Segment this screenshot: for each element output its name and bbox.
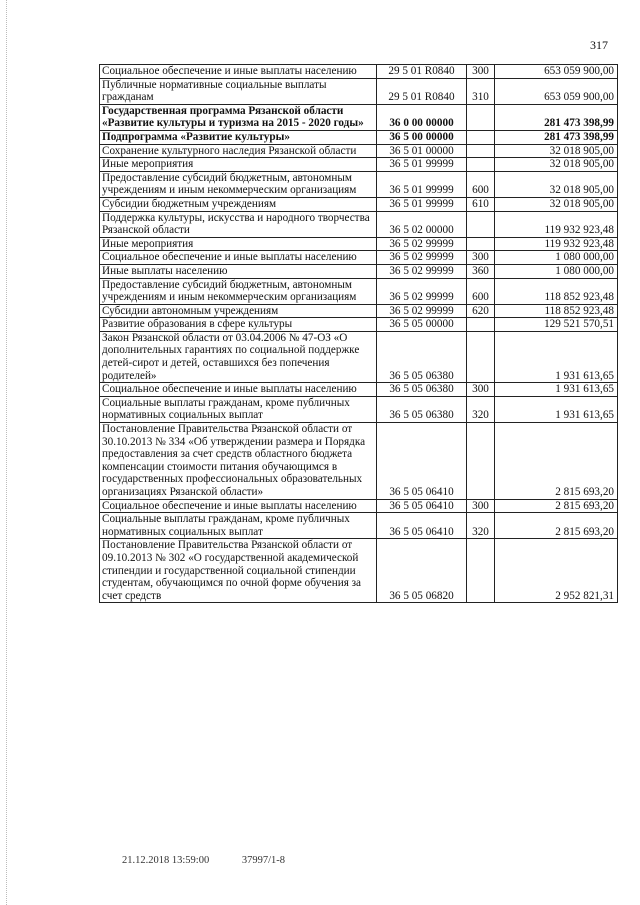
table-row: [100, 197, 618, 211]
row-code-cell: 36 5 02 99999: [377, 251, 467, 265]
row-name-cell: Субсидии бюджетным учреждениям: [100, 197, 377, 211]
row-code-cell: 36 5 05 06820: [377, 539, 467, 603]
row-name-cell: Поддержка культуры, искусства и народного творчества Рязанской области: [100, 211, 377, 237]
row-code-cell: 36 5 05 06380: [377, 383, 467, 397]
row-code-cell: 36 5 01 99999: [377, 171, 467, 197]
row-name-cell: Постановление Правительства Рязанской области от 30.10.2013 № 334 «Об утверждении размера и Порядка предоставления за счет средств областного бюджета компенсации стоимости питания обучающимся в государственных профессиональных образовательных организациях Рязанской области»: [100, 423, 377, 500]
row-name-cell: Развитие образования в сфере культуры: [100, 318, 377, 332]
table-row: [100, 104, 618, 130]
row-sum-cell: 118 852 923,48: [495, 278, 618, 304]
footer-timestamp: 21.12.2018 13:59:00: [122, 855, 210, 866]
row-sum-cell: 118 852 923,48: [495, 304, 618, 318]
footer-doc-id: 37997/1-8: [241, 855, 286, 866]
row-code-cell: 36 5 05 06410: [377, 513, 467, 539]
table-row: [100, 130, 618, 144]
row-sum-cell: 32 018 905,00: [495, 158, 618, 172]
row-code-cell: 36 5 05 06410: [377, 499, 467, 513]
row-name-cell: Публичные нормативные социальные выплаты гражданам: [100, 78, 377, 104]
row-sum-cell: 1 931 613,65: [495, 396, 618, 422]
row-code-cell: 36 5 05 06380: [377, 396, 467, 422]
row-name-cell: Социальное обеспечение и иные выплаты населению: [100, 65, 377, 79]
table-row: [100, 539, 618, 603]
row-sum-cell: 1 931 613,65: [495, 383, 618, 397]
row-type-cell: [467, 130, 495, 144]
row-name-cell: Социальное обеспечение и иные выплаты населению: [100, 251, 377, 265]
table-row: [100, 171, 618, 197]
row-sum-cell: 2 815 693,20: [495, 513, 618, 539]
row-code-cell: 36 5 05 06380: [377, 331, 467, 382]
row-type-cell: [467, 104, 495, 130]
row-name-cell: Социальное обеспечение и иные выплаты населению: [100, 383, 377, 397]
row-sum-cell: 281 473 398,99: [495, 130, 618, 144]
row-sum-cell: 2 952 821,31: [495, 539, 618, 603]
row-type-cell: 310: [467, 78, 495, 104]
table-row: [100, 331, 618, 382]
row-code-cell: 36 5 05 06410: [377, 423, 467, 500]
row-sum-cell: 119 932 923,48: [495, 237, 618, 251]
row-type-cell: [467, 144, 495, 158]
row-name-cell: Иные выплаты населению: [100, 264, 377, 278]
row-type-cell: 360: [467, 264, 495, 278]
row-name-cell: Государственная программа Рязанской области «Развитие культуры и туризма на 2015 - 2020 годы»: [100, 104, 377, 130]
row-code-cell: 36 5 02 00000: [377, 211, 467, 237]
row-name-cell: Иные мероприятия: [100, 237, 377, 251]
row-code-cell: 36 5 01 99999: [377, 197, 467, 211]
table-row: [100, 211, 618, 237]
row-name-cell: Предоставление субсидий бюджетным, автономным учреждениям и иным некоммерческим организациям: [100, 171, 377, 197]
table-row: [100, 65, 618, 79]
row-code-cell: 36 0 00 00000: [377, 104, 467, 130]
row-name-cell: Закон Рязанской области от 03.04.2006 № 47-ОЗ «О дополнительных гарантиях по социальной поддержке детей-сирот и детей, оставшихся без попечения родителей»: [100, 331, 377, 382]
row-sum-cell: 653 059 900,00: [495, 78, 618, 104]
row-code-cell: 29 5 01 R0840: [377, 65, 467, 79]
row-sum-cell: 2 815 693,20: [495, 423, 618, 500]
table-row: [100, 513, 618, 539]
row-type-cell: 320: [467, 396, 495, 422]
row-code-cell: 29 5 01 R0840: [377, 78, 467, 104]
row-type-cell: 620: [467, 304, 495, 318]
table-row: [100, 318, 618, 332]
row-name-cell: Постановление Правительства Рязанской области от 09.10.2013 № 302 «О государственной академической стипендии и государственной социальной стипендии студентам, обучающимся по очной форме обучения за счет средств: [100, 539, 377, 603]
row-code-cell: 36 5 02 99999: [377, 237, 467, 251]
row-type-cell: 300: [467, 383, 495, 397]
budget-table-body: [100, 65, 618, 603]
table-row: [100, 423, 618, 500]
row-type-cell: [467, 211, 495, 237]
row-type-cell: 600: [467, 278, 495, 304]
table-row: [100, 78, 618, 104]
row-type-cell: 320: [467, 513, 495, 539]
row-sum-cell: 32 018 905,00: [495, 171, 618, 197]
row-name-cell: Иные мероприятия: [100, 158, 377, 172]
table-row: [100, 383, 618, 397]
row-type-cell: [467, 237, 495, 251]
row-sum-cell: 119 932 923,48: [495, 211, 618, 237]
row-name-cell: Социальные выплаты гражданам, кроме публичных нормативных социальных выплат: [100, 396, 377, 422]
table-row: [100, 396, 618, 422]
page-number: 317: [590, 38, 608, 52]
row-sum-cell: 1 080 000,00: [495, 264, 618, 278]
row-code-cell: 36 5 02 99999: [377, 264, 467, 278]
footer: [122, 855, 315, 866]
row-name-cell: Предоставление субсидий бюджетным, автономным учреждениям и иным некоммерческим организациям: [100, 278, 377, 304]
table-row: [100, 499, 618, 513]
row-name-cell: Социальное обеспечение и иные выплаты населению: [100, 499, 377, 513]
table-row: [100, 278, 618, 304]
budget-table: [99, 64, 618, 603]
row-type-cell: 300: [467, 499, 495, 513]
row-code-cell: 36 5 02 99999: [377, 278, 467, 304]
row-code-cell: 36 5 02 99999: [377, 304, 467, 318]
row-sum-cell: 2 815 693,20: [495, 499, 618, 513]
row-type-cell: 600: [467, 171, 495, 197]
row-type-cell: 300: [467, 65, 495, 79]
row-code-cell: 36 5 00 00000: [377, 130, 467, 144]
row-name-cell: Социальные выплаты гражданам, кроме публичных нормативных социальных выплат: [100, 513, 377, 539]
scan-edge: [6, 0, 8, 905]
row-type-cell: [467, 423, 495, 500]
row-type-cell: [467, 158, 495, 172]
row-code-cell: 36 5 01 99999: [377, 158, 467, 172]
row-sum-cell: 1 080 000,00: [495, 251, 618, 265]
row-sum-cell: 1 931 613,65: [495, 331, 618, 382]
row-name-cell: Субсидии автономным учреждениям: [100, 304, 377, 318]
row-type-cell: 300: [467, 251, 495, 265]
row-sum-cell: 281 473 398,99: [495, 104, 618, 130]
table-row: [100, 237, 618, 251]
table-row: [100, 304, 618, 318]
row-sum-cell: 32 018 905,00: [495, 144, 618, 158]
table-row: [100, 251, 618, 265]
row-sum-cell: 129 521 570,51: [495, 318, 618, 332]
row-name-cell: Сохранение культурного наследия Рязанской области: [100, 144, 377, 158]
row-name-cell: Подпрограмма «Развитие культуры»: [100, 130, 377, 144]
row-sum-cell: 32 018 905,00: [495, 197, 618, 211]
row-code-cell: 36 5 05 00000: [377, 318, 467, 332]
row-type-cell: [467, 318, 495, 332]
table-row: [100, 264, 618, 278]
table-row: [100, 144, 618, 158]
row-type-cell: [467, 539, 495, 603]
row-type-cell: [467, 331, 495, 382]
table-row: [100, 158, 618, 172]
row-type-cell: 610: [467, 197, 495, 211]
row-code-cell: 36 5 01 00000: [377, 144, 467, 158]
row-sum-cell: 653 059 900,00: [495, 65, 618, 79]
